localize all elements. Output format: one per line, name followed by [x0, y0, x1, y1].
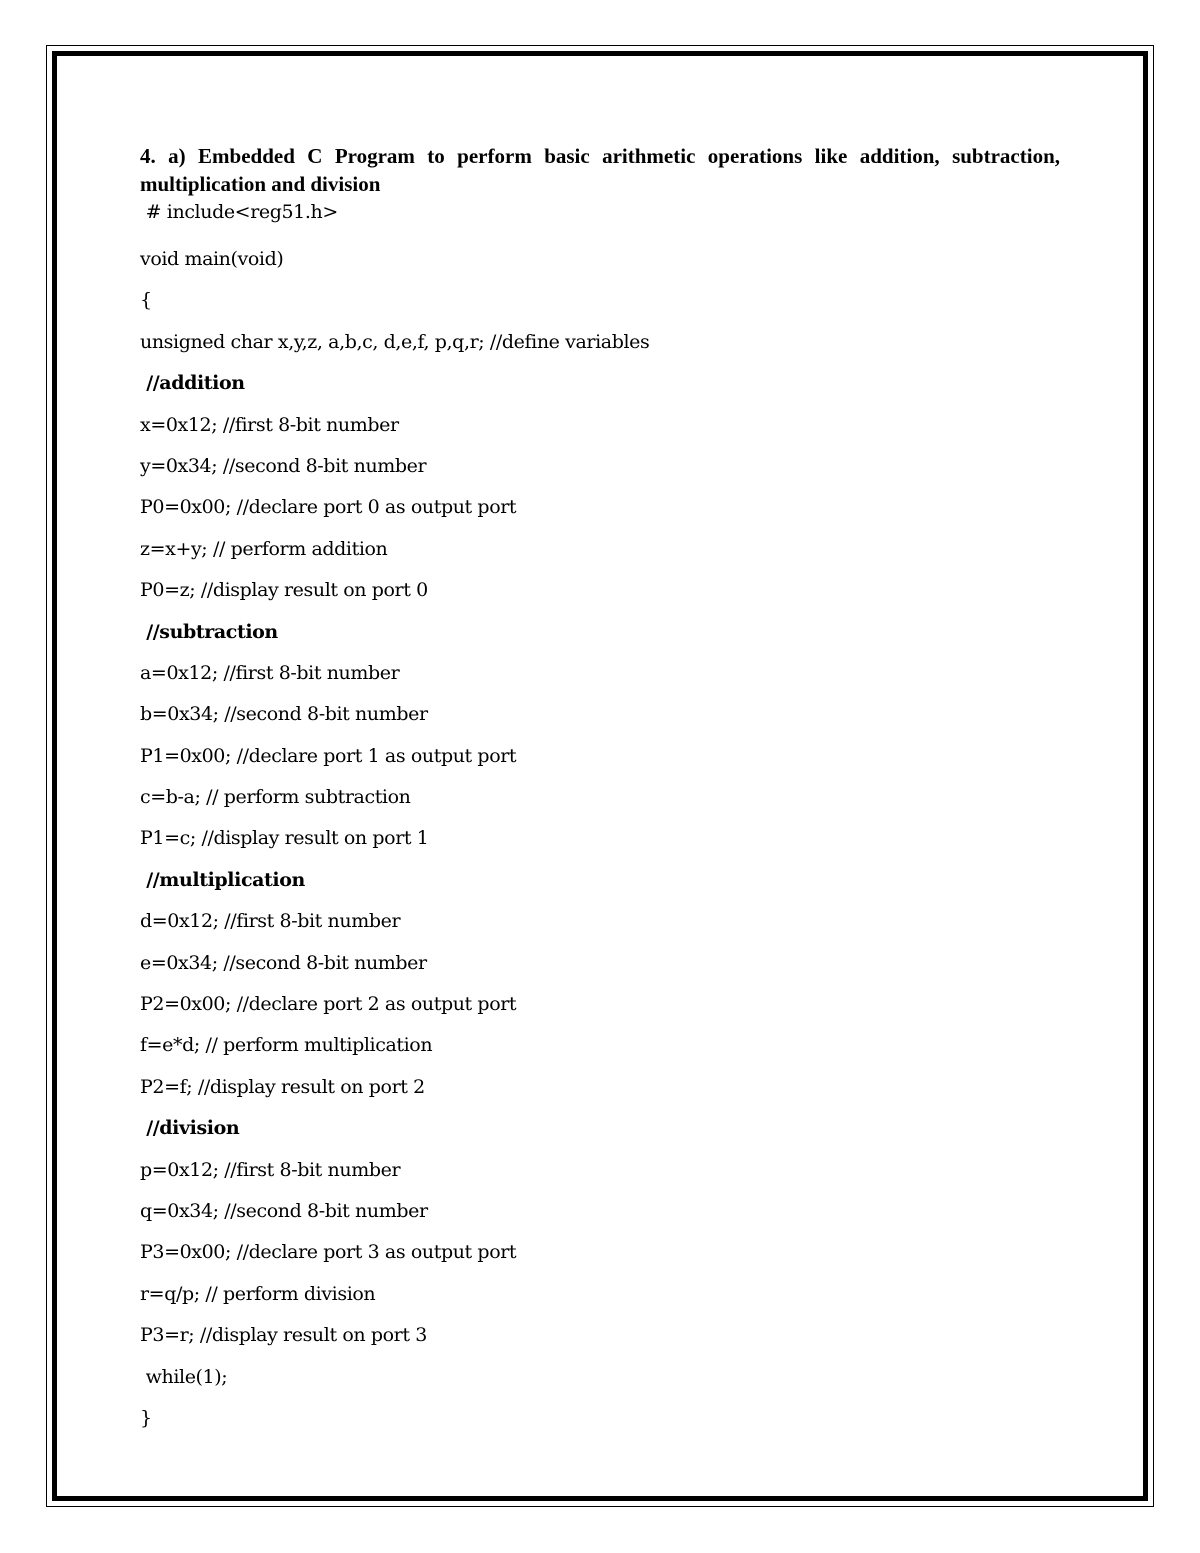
code-line: P3=r; //display result on port 3 — [140, 1324, 427, 1347]
code-line: c=b-a; // perform subtraction — [140, 786, 411, 809]
code-section-comment: //subtraction — [140, 620, 278, 643]
code-line: e=0x34; //second 8-bit number — [140, 951, 427, 974]
code-line: P1=c; //display result on port 1 — [140, 827, 429, 850]
code-line: { — [140, 289, 152, 312]
code-listing — [140, 198, 1060, 1439]
code-line: z=x+y; // perform addition — [140, 537, 388, 560]
document-content — [140, 142, 1060, 1439]
code-line: q=0x34; //second 8-bit number — [140, 1199, 428, 1222]
code-line: b=0x34; //second 8-bit number — [140, 703, 428, 726]
code-line: # include<reg51.h> — [140, 201, 338, 223]
code-line: unsigned char x,y,z, a,b,c, d,e,f, p,q,r; //define variables — [140, 330, 650, 353]
code-line: f=e*d; // perform multiplication — [140, 1034, 433, 1057]
code-line: y=0x34; //second 8-bit number — [140, 454, 427, 477]
code-line: r=q/p; // perform division — [140, 1282, 376, 1305]
code-line: P0=z; //display result on port 0 — [140, 579, 428, 602]
code-line: } — [140, 1406, 152, 1429]
code-line: while(1); — [140, 1365, 228, 1388]
code-line: x=0x12; //first 8-bit number — [140, 413, 399, 436]
code-section-comment: //division — [140, 1117, 240, 1140]
code-line: void main(void) — [140, 248, 284, 270]
code-line: d=0x12; //first 8-bit number — [140, 910, 401, 933]
code-section-comment: //multiplication — [140, 868, 305, 891]
code-section-comment: //addition — [140, 372, 245, 395]
code-line: a=0x12; //first 8-bit number — [140, 661, 400, 684]
code-line: P2=0x00; //declare port 2 as output port — [140, 993, 517, 1016]
code-line: P1=0x00; //declare port 1 as output port — [140, 744, 517, 767]
code-line: p=0x12; //first 8-bit number — [140, 1158, 401, 1181]
code-line: P0=0x00; //declare port 0 as output port — [140, 496, 517, 519]
code-line: P3=0x00; //declare port 3 as output port — [140, 1241, 517, 1264]
program-heading: 4. a) Embedded C Program to perform basic arithmetic operations like addition, subtraction, multiplication and division — [140, 144, 1060, 196]
code-line: P2=f; //display result on port 2 — [140, 1075, 425, 1098]
